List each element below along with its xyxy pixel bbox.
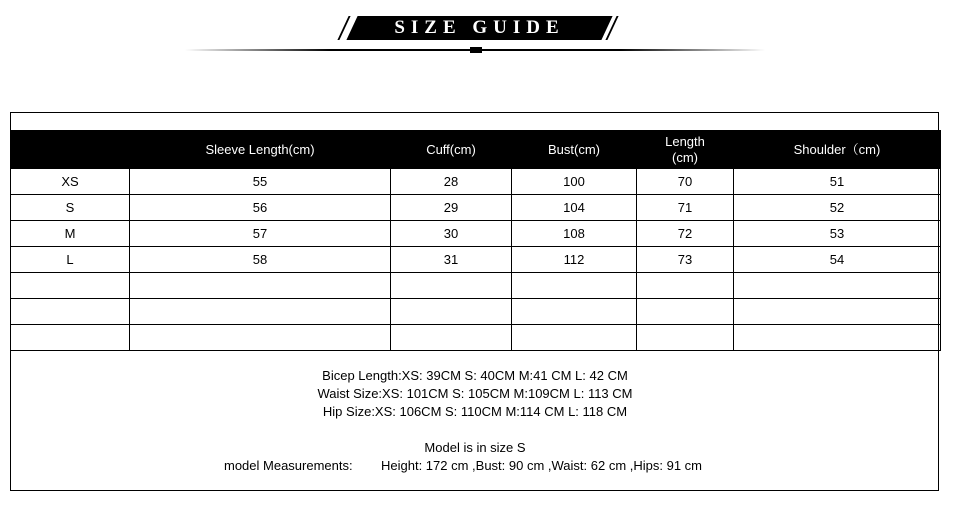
table-cell: 54 bbox=[734, 247, 941, 273]
table-row bbox=[11, 325, 941, 351]
table-cell: 70 bbox=[637, 169, 734, 195]
table-cell: 29 bbox=[391, 195, 512, 221]
model-measurements bbox=[224, 458, 702, 473]
table-cell: 30 bbox=[391, 221, 512, 247]
table-cell bbox=[11, 325, 130, 351]
table-cell: L bbox=[11, 247, 130, 273]
table-cell: M bbox=[11, 221, 130, 247]
table-cell: 100 bbox=[512, 169, 637, 195]
table-cell: 104 bbox=[512, 195, 637, 221]
table-cell bbox=[512, 299, 637, 325]
banner-underline-knob bbox=[470, 47, 482, 53]
table-cell bbox=[130, 299, 391, 325]
table-cell: 72 bbox=[637, 221, 734, 247]
table-cell: 73 bbox=[637, 247, 734, 273]
table-cell: 55 bbox=[130, 169, 391, 195]
table-row bbox=[11, 273, 941, 299]
table-header-row bbox=[11, 131, 941, 169]
hip-size-note: Hip Size:XS: 106CM S: 110CM M:114 CM L: 118 CM bbox=[322, 404, 628, 419]
size-guide-banner bbox=[0, 0, 953, 60]
header-cuff: Cuff(cm) bbox=[391, 131, 512, 169]
table-cell bbox=[637, 299, 734, 325]
table-cell: XS bbox=[11, 169, 130, 195]
size-table bbox=[10, 130, 941, 351]
header-sleeve-length: Sleeve Length(cm) bbox=[130, 131, 391, 169]
measurement-notes bbox=[10, 367, 940, 457]
table-cell: 58 bbox=[130, 247, 391, 273]
bicep-length-note: Bicep Length:XS: 39CM S: 40CM M:41 CM L: 42 CM bbox=[322, 368, 628, 383]
model-size-note: Model is in size S bbox=[424, 440, 526, 455]
table-row bbox=[11, 195, 941, 221]
header-size bbox=[11, 131, 130, 169]
table-cell bbox=[391, 299, 512, 325]
table-cell bbox=[11, 299, 130, 325]
waist-size-note: Waist Size:XS: 101CM S: 105CM M:109CM L: 113 CM bbox=[317, 386, 633, 401]
table-cell bbox=[734, 273, 941, 299]
table-cell bbox=[391, 325, 512, 351]
table-cell bbox=[130, 325, 391, 351]
header-shoulder: Shoulder（cm) bbox=[734, 131, 941, 169]
table-row bbox=[11, 247, 941, 273]
table-row bbox=[11, 169, 941, 195]
table-cell bbox=[512, 273, 637, 299]
table-cell bbox=[11, 273, 130, 299]
table-cell bbox=[512, 325, 637, 351]
header-length: Length (cm) bbox=[637, 131, 734, 169]
table-cell: 71 bbox=[637, 195, 734, 221]
table-cell: 53 bbox=[734, 221, 941, 247]
model-measurements-label: model Measurements: bbox=[224, 458, 353, 473]
table-cell: 52 bbox=[734, 195, 941, 221]
table-cell: 51 bbox=[734, 169, 941, 195]
page-title: SIZE GUIDE bbox=[394, 17, 565, 38]
table-row bbox=[11, 299, 941, 325]
notes-spacer bbox=[10, 421, 940, 439]
table-cell: 108 bbox=[512, 221, 637, 247]
table-cell bbox=[734, 325, 941, 351]
table-cell: 56 bbox=[130, 195, 391, 221]
table-cell bbox=[734, 299, 941, 325]
table-cell: S bbox=[11, 195, 130, 221]
table-cell: 112 bbox=[512, 247, 637, 273]
table-cell: 28 bbox=[391, 169, 512, 195]
table-cell: 31 bbox=[391, 247, 512, 273]
header-bust: Bust(cm) bbox=[512, 131, 637, 169]
table-cell bbox=[637, 273, 734, 299]
table-cell: 57 bbox=[130, 221, 391, 247]
table-row bbox=[11, 221, 941, 247]
model-measurements-values: Height: 172 cm ,Bust: 90 cm ,Waist: 62 cm ,Hips: 91 cm bbox=[381, 458, 703, 473]
table-cell bbox=[130, 273, 391, 299]
table-cell bbox=[391, 273, 512, 299]
table-cell bbox=[637, 325, 734, 351]
